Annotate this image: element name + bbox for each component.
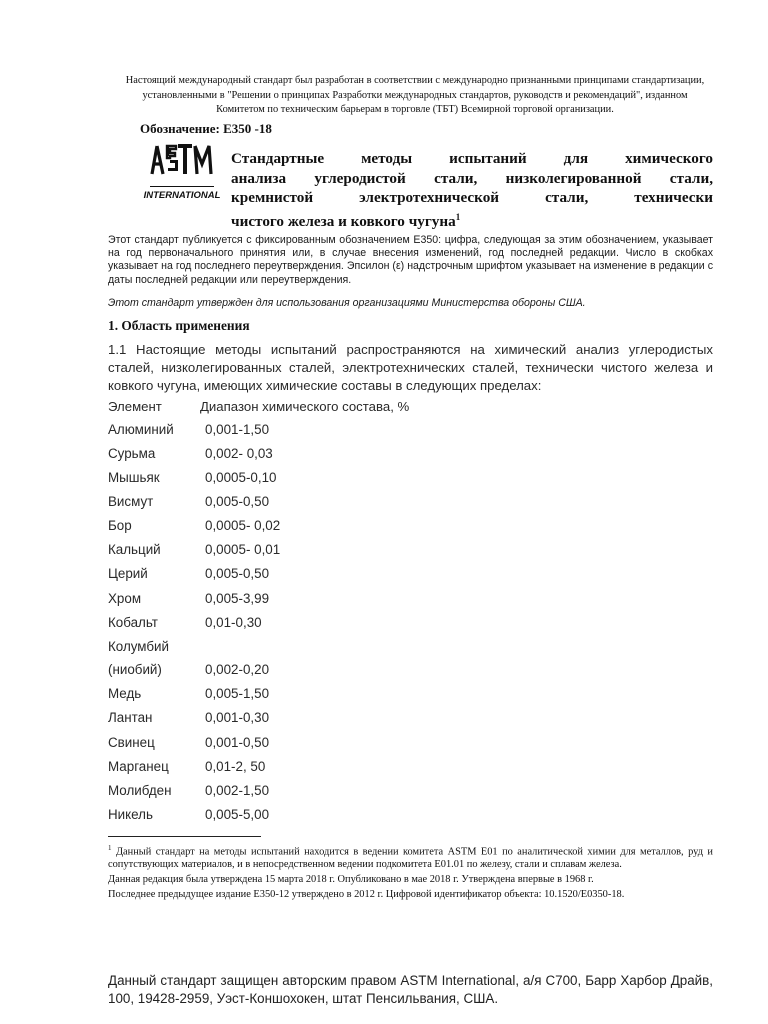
footnote-item: $^1$ Данный стандарт на методы испытаний находится в ведении комитета ASTM E01 по аналитической химии для металлов, руд и сопутствующих материалов, и в непосредственном ведении подкомитета E01.01 по железу, стали и сплавам железа. <box>108 844 713 871</box>
table-cell-range: 0,005-0,50 <box>205 566 270 581</box>
table-cell-element: Висмут <box>108 494 154 509</box>
table-cell-element: Кобальт <box>108 615 158 630</box>
table-cell-range: 0,0005- 0,02 <box>205 518 281 533</box>
table-cell-range: 0,002-1,50 <box>205 783 270 798</box>
table-cell-element: Мышьяк <box>108 470 160 485</box>
table-header-element: Элемент <box>108 399 162 414</box>
table-cell-element: Хром <box>108 591 142 606</box>
table-cell-range: 0,001-0,30 <box>205 710 270 725</box>
designation-label: Обозначение: E350 -18 <box>140 121 272 136</box>
copyright-notice: Данный стандарт защищен авторским правом ASTM International, а/я C700, Барр Харбор Драйв, 100, 19428-2959, Уэст-Коншохокен, штат Пенсильвания, США. <box>108 973 713 1006</box>
title-line: анализа углеродистой стали, низколегированной стали, <box>231 169 713 187</box>
table-cell-element: Кальций <box>108 542 161 557</box>
table-cell-element: Алюминий <box>108 422 174 437</box>
footnotes <box>108 842 713 904</box>
table-cell-element: Лантан <box>108 710 153 725</box>
table-cell-range: 0,005-1,50 <box>205 686 270 701</box>
table-cell-element: Сурьма <box>108 446 156 461</box>
astm-logo <box>143 140 221 206</box>
title-line-last: чистого железа и ковкого чугуна$^1$ <box>231 211 461 230</box>
table-cell-range: 0,001-0,50 <box>205 735 270 750</box>
table-cell-range: 0,005-0,50 <box>205 494 270 509</box>
scope-paragraph: 1.1 Настоящие методы испытаний распространяются на химический анализ углеродистых сталей, низколегированных сталей, электротехнических сталей, технически чистого железа и ковкого чугуна, имеющих химические составы в следующих пределах: <box>108 342 713 393</box>
table-header-range: Диапазон химического состава, % <box>200 399 410 414</box>
section-heading: 1. Область применения <box>108 318 250 333</box>
svg-text:INTERNATIONAL: INTERNATIONAL <box>143 190 221 201</box>
astm-logo-icon <box>143 140 221 206</box>
table-cell-range: 0,002- 0,03 <box>205 446 273 461</box>
table-cell-range: 0,005-5,00 <box>205 807 270 822</box>
footnote-item: Последнее предыдущее издание E350-12 утверждено в 2012 г. Цифровой идентификатор объекта: 10.1520/E0350-18. <box>108 888 625 900</box>
international-standard-notice: Настоящий международный стандарт был разработан в соответствии с международно признанными принципами стандартизации, установленными в "Решении о принципах Разработки международных стандартов, руководств и рекомендаций", изданном Комитетом по техническим барьерам в торговле (ТБТ) Всемирной торговой организации. <box>125 75 705 115</box>
table-cell-range: 0,001-1,50 <box>205 422 270 437</box>
table-cell-range: 0,01-0,30 <box>205 615 262 630</box>
table-cell-range: 0,002-0,20 <box>205 662 270 677</box>
table-cell-element: Бор <box>108 518 132 533</box>
table-cell-element: Свинец <box>108 735 155 750</box>
table-cell-element: Медь <box>108 686 142 701</box>
title-footnote-mark: 1 <box>455 211 461 222</box>
table-cell-range: 0,0005- 0,01 <box>205 542 281 557</box>
table-cell-range: 0,0005-0,10 <box>205 470 277 485</box>
table-cell-range: 0,005-3,99 <box>205 591 270 606</box>
table-cell-element: Колумбий <box>108 639 169 654</box>
footnote-divider <box>108 836 261 837</box>
table-cell-element: Марганец <box>108 759 169 774</box>
table-cell-element: Молибден <box>108 783 172 798</box>
approval-note: Этот стандарт утвержден для использования организациями Министерства обороны США. <box>108 297 586 309</box>
footnote-item: Данная редакция была утверждена 15 марта 2018 г. Опубликовано в мае 2018 г. Утверждена впервые в 1968 г. <box>108 874 594 886</box>
table-cell-element: Никель <box>108 807 153 822</box>
title-line: Стандартные методы испытаний для химического <box>231 150 713 167</box>
title-line: кремнистой электротехнической стали, технически <box>231 189 713 206</box>
table-cell-range: 0,01-2, 50 <box>205 759 266 774</box>
document-title <box>231 149 713 231</box>
publication-note: Этот стандарт публикуется с фиксированным обозначением E350: цифра, следующая за этим обозначением, указывает на год первоначального принятия или, в случае внесения изменений, год последней редакции. Число в скобках указывает на год последнего переутверждения. Эпсилон (ε) надстрочным шрифтом указывает на изменение в редакции с даты последней редакции или переутверждения. <box>108 234 713 286</box>
table-cell-element: (ниобий) <box>108 662 162 677</box>
table-cell-element: Церий <box>108 566 148 581</box>
